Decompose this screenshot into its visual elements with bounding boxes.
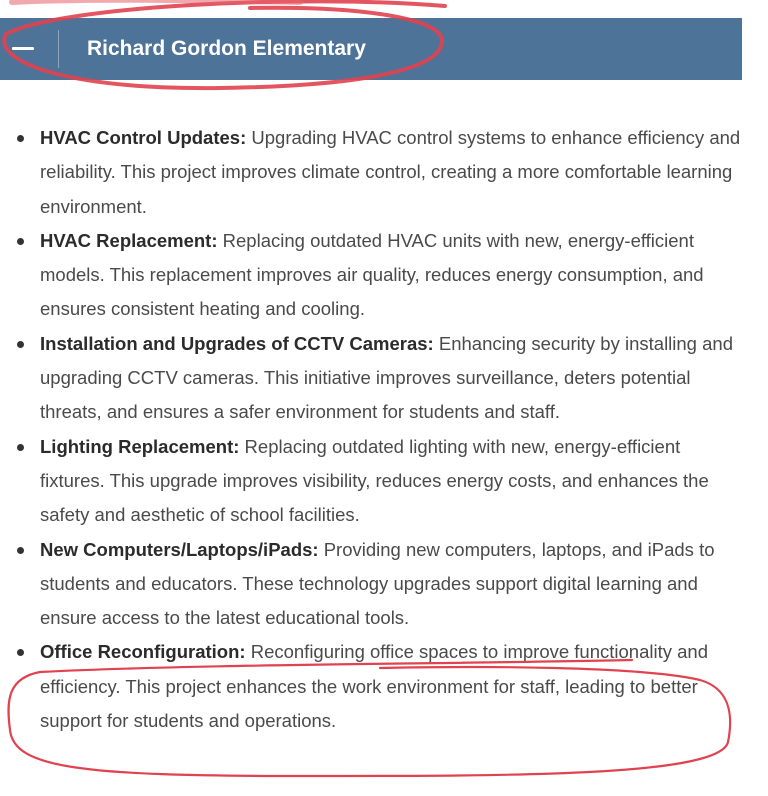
list-item bbox=[0, 635, 748, 738]
project-list bbox=[0, 121, 748, 738]
title-circle-annotation-stroke bbox=[12, 0, 300, 2]
list-item bbox=[0, 121, 748, 224]
bullet-icon bbox=[17, 547, 24, 554]
project-description: Providing new computers, laptops, and iPads to students and educators. These technology upgrades support digital learning and ensure access to the latest educational tools. bbox=[40, 538, 715, 629]
bullet-icon bbox=[17, 649, 24, 656]
project-name: Office Reconfiguration: bbox=[40, 641, 251, 663]
project-description: Replacing outdated lighting with new, energy-efficient fixtures. This upgrade improves visibility, reduces energy costs, and enhances the safety and aesthetic of school facilities. bbox=[40, 435, 709, 526]
bullet-icon bbox=[17, 135, 24, 142]
bullet-icon bbox=[17, 341, 24, 348]
list-item bbox=[0, 327, 748, 430]
header-divider bbox=[58, 30, 59, 68]
project-description: Replacing outdated HVAC units with new, energy-efficient models. This replacement improves air quality, reduces energy consumption, and ensures consistent heating and cooling. bbox=[40, 229, 704, 320]
bullet-icon bbox=[17, 238, 24, 245]
project-description: Upgrading HVAC control systems to enhance efficiency and reliability. This project improves climate control, creating a more comfortable learning environment. bbox=[40, 127, 741, 217]
project-description: Reconfiguring office spaces to improve functionality and efficiency. This project enhances the work environment for staff, leading to better support for students and operations. bbox=[40, 641, 708, 732]
bullet-icon bbox=[17, 444, 24, 451]
minus-icon[interactable] bbox=[12, 47, 34, 50]
project-name: HVAC Replacement: bbox=[40, 229, 223, 251]
project-name: Lighting Replacement: bbox=[40, 435, 245, 457]
project-description: Enhancing security by installing and upgrading CCTV cameras. This initiative improves surveillance, deters potential threats, and ensures a safer environment for students and staff. bbox=[40, 332, 733, 423]
project-name: HVAC Control Updates: bbox=[40, 127, 252, 148]
project-name: New Computers/Laptops/iPads: bbox=[40, 538, 324, 560]
list-item bbox=[0, 430, 748, 533]
accordion-header[interactable] bbox=[0, 18, 742, 80]
list-item bbox=[0, 533, 748, 636]
list-item bbox=[0, 224, 748, 327]
project-name: Installation and Upgrades of CCTV Cameras: bbox=[40, 332, 439, 354]
school-title: Richard Gordon Elementary bbox=[87, 37, 366, 60]
